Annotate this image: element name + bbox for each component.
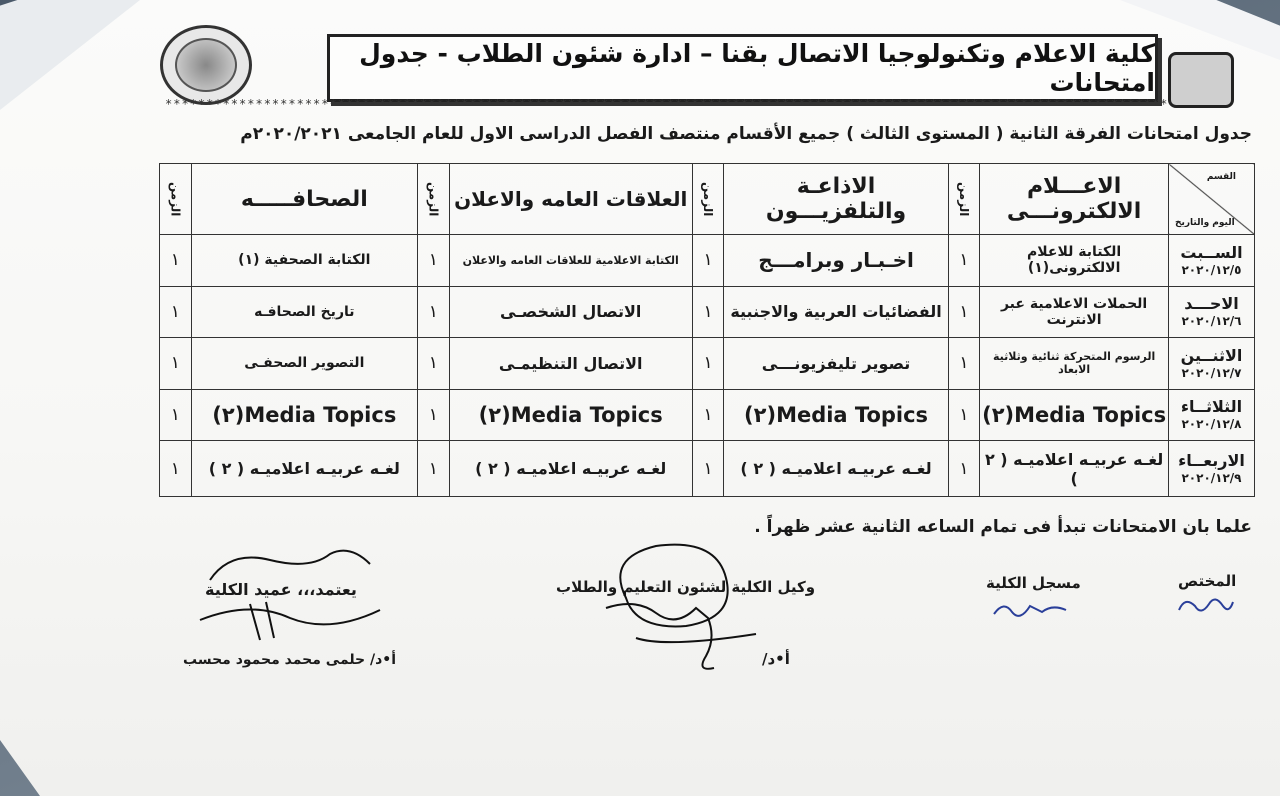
time-header: الزمن — [418, 164, 449, 235]
dept-header: الاذاعـة والتلفزيـــون — [724, 164, 948, 235]
time-header: الزمن — [948, 164, 979, 235]
exam-subtitle: جدول امتحانات الفرقة الثانية ( المستوى الثالث ) جميع الأقسام منتصف الفصل الدراسى الاول للعام الجامعى ٢٠٢٠/٢٠٢١م — [240, 124, 1252, 144]
duration-cell: ١ — [160, 389, 192, 441]
duration-cell: ١ — [160, 235, 192, 287]
subject-cell: اخـبـار وبرامـــج — [724, 235, 948, 287]
duration-cell: ١ — [948, 441, 979, 497]
subject-cell: Media Topics(٢) — [980, 389, 1169, 441]
duration-cell: ١ — [948, 235, 979, 287]
duration-cell: ١ — [160, 286, 192, 338]
vice-dean-signature — [596, 538, 776, 678]
subject-cell: لغـه عربيـه اعلاميـه ( ٢ ) — [191, 441, 418, 497]
start-time-note: علما بان الامتحانات تبدأ فى تمام الساعه الثانية عشر ظهراً . — [754, 517, 1252, 537]
subject-cell: الاتصال التنظيمـى — [449, 338, 692, 390]
subject-cell: تصوير تليفزيونـــى — [724, 338, 948, 390]
duration-cell: ١ — [160, 441, 192, 497]
duration-cell: ١ — [948, 389, 979, 441]
subject-cell: Media Topics(٢) — [449, 389, 692, 441]
corner-cell — [1169, 164, 1255, 235]
dept-header: الاعـــلام الالكترونـــى — [980, 164, 1169, 235]
dean-name: أ•د/ حلمى محمد محمود محسب — [183, 652, 397, 668]
subject-cell: الكتابة الاعلامية للعلاقات العامه والاعلان — [449, 235, 692, 287]
subject-cell: الكتابة للاعلام الالكترونى(١) — [980, 235, 1169, 287]
duration-cell: ١ — [160, 338, 192, 390]
subject-cell: لغـه عربيـه اعلاميـه ( ٢ ) — [449, 441, 692, 497]
duration-cell: ١ — [418, 441, 449, 497]
subject-cell: الحملات الاعلامية عبر الانترنت — [980, 286, 1169, 338]
time-header: الزمن — [692, 164, 723, 235]
duration-cell: ١ — [418, 389, 449, 441]
title-box — [327, 34, 1158, 102]
subject-cell: Media Topics(٢) — [724, 389, 948, 441]
table-row — [160, 338, 1255, 390]
registrar-label: مسجل الكلية — [986, 574, 1081, 592]
specialist-signature — [1175, 592, 1235, 622]
dean-approval-label: يعتمد،،، عميد الكلية — [205, 580, 357, 599]
subject-cell: لغـه عربيـه اعلاميـه ( ٢ ) — [980, 441, 1169, 497]
corner-day-label: اليوم والتاريخ — [1175, 218, 1235, 228]
star-separator: ************************************************************************************************************************** — [165, 97, 1169, 111]
day-cell: الاحـــد ٢٠٢٠/١٢/٦ — [1169, 286, 1255, 338]
subject-cell: Media Topics(٢) — [191, 389, 418, 441]
subject-cell: الفضائيات العربية والاجنبية — [724, 286, 948, 338]
subject-cell: الكتابة الصحفية (١) — [191, 235, 418, 287]
dean-signature — [190, 540, 400, 650]
corner-department-label: القسم — [1206, 172, 1236, 182]
subject-cell: لغـه عربيـه اعلاميـه ( ٢ ) — [724, 441, 948, 497]
duration-cell: ١ — [948, 338, 979, 390]
table-row — [160, 286, 1255, 338]
time-header: الزمن — [160, 164, 192, 235]
duration-cell: ١ — [692, 286, 723, 338]
duration-cell: ١ — [418, 235, 449, 287]
dept-header: العلاقات العامه والاعلان — [449, 164, 692, 235]
table-row — [160, 235, 1255, 287]
vice-dean-label: وكيل الكلية لشئون التعليم والطلاب — [556, 578, 816, 596]
dept-header: الصحافـــــه — [191, 164, 418, 235]
subject-cell: الرسوم المتحركة ثنائية وثلاثية الابعاد — [980, 338, 1169, 390]
specialist-label: المختص — [1178, 572, 1237, 590]
table-row — [160, 389, 1255, 441]
vice-dean-name: أ•د/ — [762, 650, 790, 668]
day-cell: الاثنــين ٢٠٢٠/١٢/٧ — [1169, 338, 1255, 390]
table-row — [160, 441, 1255, 497]
duration-cell: ١ — [692, 338, 723, 390]
duration-cell: ١ — [692, 389, 723, 441]
exam-schedule-table — [159, 163, 1255, 497]
duration-cell: ١ — [418, 338, 449, 390]
day-cell: الاربعــاء ٢٠٢٠/١٢/٩ — [1169, 441, 1255, 497]
subject-cell: تاريخ الصحافـه — [191, 286, 418, 338]
faculty-logo-left — [160, 25, 252, 105]
duration-cell: ١ — [418, 286, 449, 338]
day-cell: الســبت ٢٠٢٠/١٢/٥ — [1169, 235, 1255, 287]
duration-cell: ١ — [948, 286, 979, 338]
day-cell: الثلاثــاء ٢٠٢٠/١٢/٨ — [1169, 389, 1255, 441]
subject-cell: التصوير الصحفـى — [191, 338, 418, 390]
subject-cell: الاتصال الشخصـى — [449, 286, 692, 338]
header-row — [160, 164, 1255, 235]
document-title: كلية الاعلام وتكنولوجيا الاتصال بقنا – ادارة شئون الطلاب - جدول امتحانات — [359, 39, 1155, 97]
duration-cell: ١ — [692, 235, 723, 287]
registrar-signature — [990, 594, 1070, 626]
duration-cell: ١ — [692, 441, 723, 497]
